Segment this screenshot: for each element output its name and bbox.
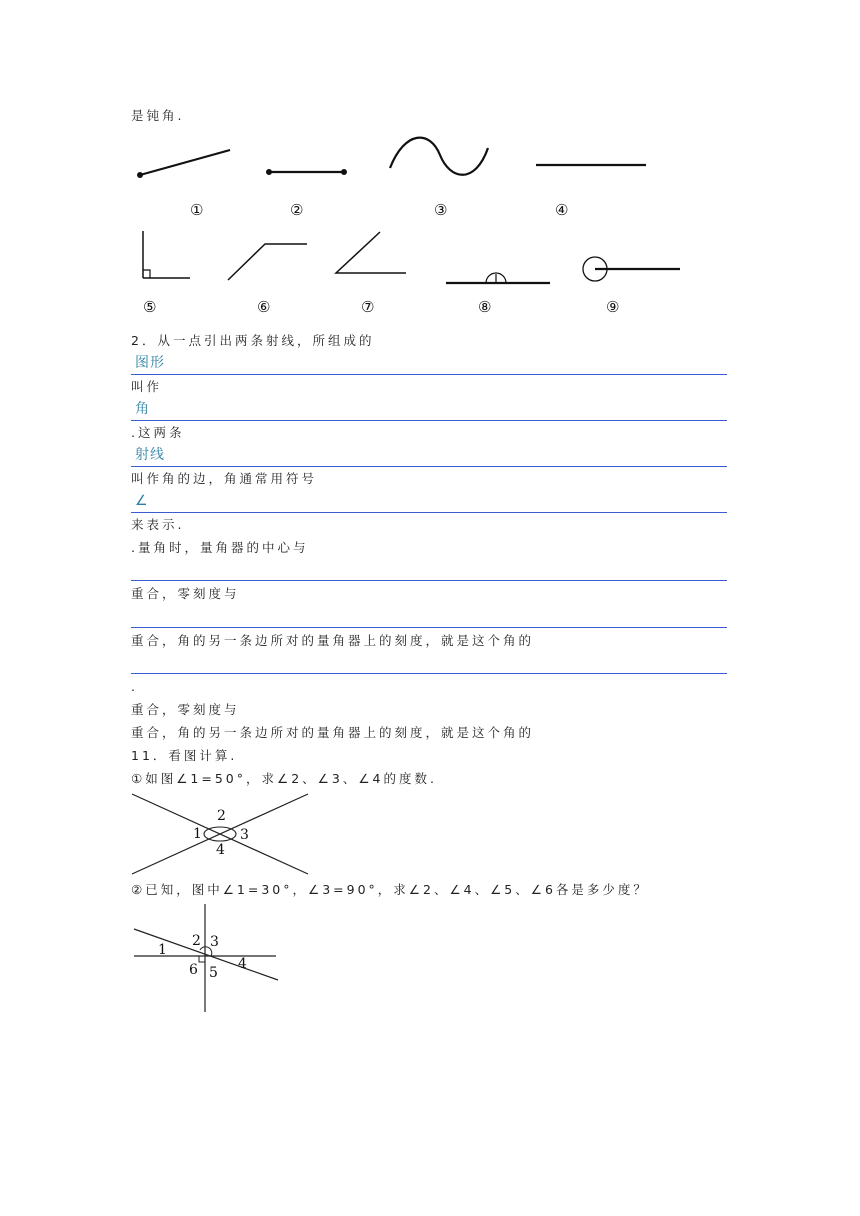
figure-number-5: ⑤ xyxy=(143,298,157,316)
figure-intersecting-lines-2 xyxy=(130,902,282,1014)
figure-ray xyxy=(130,140,240,185)
q3-line-1: .量角时，量角器的中心与 xyxy=(131,540,309,555)
q2-answer-2: 角 xyxy=(135,401,150,417)
answer-line xyxy=(131,420,727,421)
figure-number-9: ⑨ xyxy=(606,298,620,316)
figure-straight-angle xyxy=(444,262,552,292)
q2-line-4: 叫作角的边，角通常用符号 xyxy=(131,471,318,486)
q3-line-4: . xyxy=(131,679,138,694)
fig1-label-1: 1 xyxy=(193,826,202,842)
figure-right-angle xyxy=(138,228,194,282)
q2-line-5: 来表示. xyxy=(131,517,185,532)
q3-line-3: 重合，角的另一条边所对的量角器上的刻度，就是这个角的 xyxy=(131,633,535,648)
answer-line xyxy=(131,374,727,375)
figure-intersecting-lines-1 xyxy=(130,790,310,876)
q2-line-2: 叫作 xyxy=(131,379,163,394)
figure-bent-line xyxy=(225,238,309,284)
fig2-label-4: 4 xyxy=(238,956,247,972)
q3-line-5: 重合，零刻度与 xyxy=(131,702,240,717)
figure-number-4: ④ xyxy=(555,201,569,219)
intro-text: 是钝角. xyxy=(131,108,185,123)
figure-number-1: ① xyxy=(190,201,204,219)
figure-segment xyxy=(262,160,354,184)
q11-part-1: ①如图∠1=50°，求∠2、∠3、∠4的度数. xyxy=(131,771,437,786)
figure-number-6: ⑥ xyxy=(257,298,271,316)
figure-number-3: ③ xyxy=(434,201,448,219)
answer-line xyxy=(131,466,727,467)
figure-line xyxy=(533,155,649,175)
figure-curve xyxy=(385,135,495,185)
fig2-label-5: 5 xyxy=(209,965,218,981)
fig2-label-2: 2 xyxy=(192,933,201,949)
figure-number-8: ⑧ xyxy=(478,298,492,316)
fig1-label-3: 3 xyxy=(240,827,249,843)
fig2-label-3: 3 xyxy=(210,934,219,950)
fig1-label-4: 4 xyxy=(216,842,225,858)
q2-answer-1: 图形 xyxy=(135,355,165,371)
answer-line xyxy=(131,512,727,513)
fig1-label-2: 2 xyxy=(217,808,226,824)
q2-answer-3: 射线 xyxy=(135,447,165,463)
answer-line xyxy=(131,673,727,674)
answer-line xyxy=(131,580,727,581)
q3-line-6: 重合，角的另一条边所对的量角器上的刻度，就是这个角的 xyxy=(131,725,535,740)
q2-line-3: .这两条 xyxy=(131,425,185,440)
figure-number-7: ⑦ xyxy=(361,298,375,316)
q11-part-2: ②已知，图中∠1=30°，∠3=90°，求∠2、∠4、∠5、∠6各是多少度？ xyxy=(131,882,649,897)
q3-line-2: 重合，零刻度与 xyxy=(131,586,240,601)
figure-number-2: ② xyxy=(290,201,304,219)
figure-acute-angle xyxy=(332,228,410,278)
q11-title: 11．看图计算. xyxy=(131,748,238,763)
fig2-label-6: 6 xyxy=(189,962,198,978)
q2-answer-4: ∠ xyxy=(135,493,149,509)
fig2-label-1: 1 xyxy=(158,942,167,958)
q2-line-1: 2．从一点引出两条射线，所组成的 xyxy=(131,333,375,348)
figure-round-angle xyxy=(578,252,684,288)
answer-line xyxy=(131,627,727,628)
